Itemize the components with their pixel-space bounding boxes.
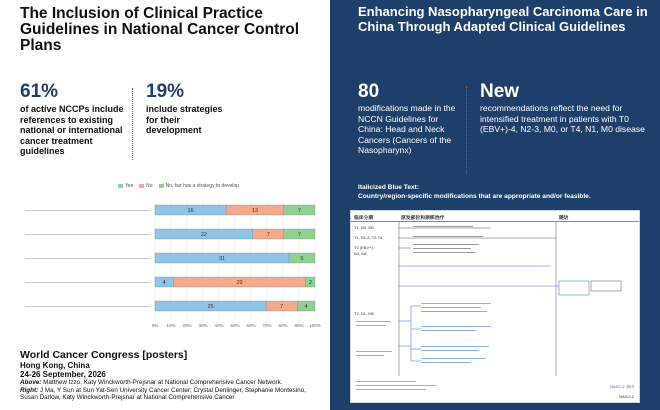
- legend-label: No, but has a strategy to develop: [165, 183, 239, 189]
- bar-value-label: 25: [207, 303, 214, 310]
- stat-description: of active NCCPs include references to existing national or international cancer treatment guidelines: [20, 104, 124, 156]
- credit-text: Matthew Izzo, Katy Winckworth-Prejsnar at National Comprehensive Cancer Network.: [41, 379, 283, 386]
- stat-divider: [466, 86, 467, 174]
- bar-value-label: 2: [308, 279, 312, 286]
- stat-new-recommendations: [480, 82, 650, 135]
- x-tick-label: 90%: [294, 323, 304, 328]
- credit-label: Right:: [20, 386, 39, 394]
- credit-label: Above:: [20, 379, 42, 386]
- doc-col-stage: 临床分期: [354, 216, 374, 221]
- credit-above: [20, 379, 325, 387]
- x-tick-label: 50%: [230, 323, 240, 328]
- doc-col-treatment: 原发部位和颈部治疗: [401, 216, 445, 221]
- x-tick-label: 60%: [246, 323, 256, 328]
- guideline-document-image: [350, 210, 640, 403]
- right-panel: [330, 0, 660, 410]
- doc-row: T0 (EBV+),: [354, 245, 374, 250]
- doc-row: N1, M0: [354, 251, 367, 256]
- category-label-placeholder: [25, 258, 150, 259]
- doc-page-code: NASO-2: [619, 394, 634, 399]
- event-dates: 24-26 September, 2026: [20, 370, 106, 379]
- right-title: Enhancing Nasopharyngeal Carcinoma Care in China Through Adapted Clinical Guidelines: [358, 4, 648, 34]
- credit-right: [20, 387, 325, 402]
- italic-label: Italicized Blue Text:: [358, 184, 420, 191]
- stat-number: New: [480, 81, 520, 102]
- bar-value-label: 4: [304, 303, 308, 310]
- bar-value-label: 13: [251, 207, 259, 214]
- bar-value-label: 6: [300, 255, 304, 262]
- stat-number: 80: [358, 81, 380, 102]
- stat-description: recommendations reflect the need for intensified treatment in patients with T0 (EBV+)-4, N2-3, M0, or T4, N1, M0 disease: [480, 103, 645, 134]
- category-label-placeholder: [25, 210, 150, 211]
- x-tick-label: 20%: [182, 323, 192, 328]
- stat-number: 19%: [146, 81, 185, 102]
- italic-note: [358, 184, 658, 201]
- bar-value-label: 7: [297, 207, 301, 214]
- event-location: Hong Kong, China: [20, 361, 90, 370]
- x-tick-label: 10%: [166, 323, 176, 328]
- bar-value-label: 22: [200, 231, 207, 238]
- bar-value-label: 4: [162, 279, 166, 286]
- stat-description: modifications made in the NCCN Guidelines for China: Head and Neck Cancers (Cancers of the Nasopharynx): [358, 103, 456, 155]
- category-label-placeholder: [25, 234, 150, 235]
- bar-value-label: 29: [236, 279, 243, 286]
- italic-description: Country/region-specific modifications that are appropriate and/or feasible.: [358, 192, 591, 200]
- doc-row: T1, N1-3, T2-T4,: [354, 235, 384, 240]
- category-label-placeholder: [25, 282, 150, 283]
- doc-row: T2, N1, M0: [354, 311, 374, 316]
- x-tick-label: 40%: [214, 323, 224, 328]
- poster-footer: [20, 350, 325, 402]
- stat-80-modifications: [358, 82, 458, 156]
- category-label-placeholder: [25, 306, 150, 307]
- x-tick-label: 80%: [278, 323, 288, 328]
- bar-value-label: 31: [218, 255, 226, 262]
- x-tick-label: 100%: [309, 323, 321, 328]
- doc-row: T1, N0, M0: [354, 225, 374, 230]
- credit-text: J Ma, Y Sun at Sun Yat-Sen University Cancer Center; Crystal Denlinger, Stephanie Montesino, Susan Darlow, Katy Winckworth-Prejsnar at National Comprehensive Cancer: [20, 386, 306, 401]
- x-tick-label: 0%: [151, 323, 159, 328]
- legend-label: Yes: [125, 183, 134, 189]
- doc-col-followup: 随访: [559, 216, 569, 221]
- x-tick-label: 30%: [198, 323, 208, 328]
- stat-description: include strategies for their development: [146, 104, 223, 135]
- bar-value-label: 7: [297, 231, 301, 238]
- bar-value-label: 16: [187, 207, 194, 214]
- bar-value-label: 7: [280, 303, 284, 310]
- doc-footer-note: NASO-1 修改: [609, 384, 634, 389]
- legend-label: No: [146, 183, 153, 189]
- stat-number: 61%: [20, 81, 59, 102]
- left-title: The Inclusion of Clinical Practice Guidelines in National Cancer Control Plans: [20, 5, 300, 54]
- x-tick-label: 70%: [262, 323, 272, 328]
- doc-flowchart-lines: [351, 211, 640, 403]
- event-title: World Cancer Congress [posters]: [20, 349, 188, 361]
- bar-value-label: 7: [266, 231, 270, 238]
